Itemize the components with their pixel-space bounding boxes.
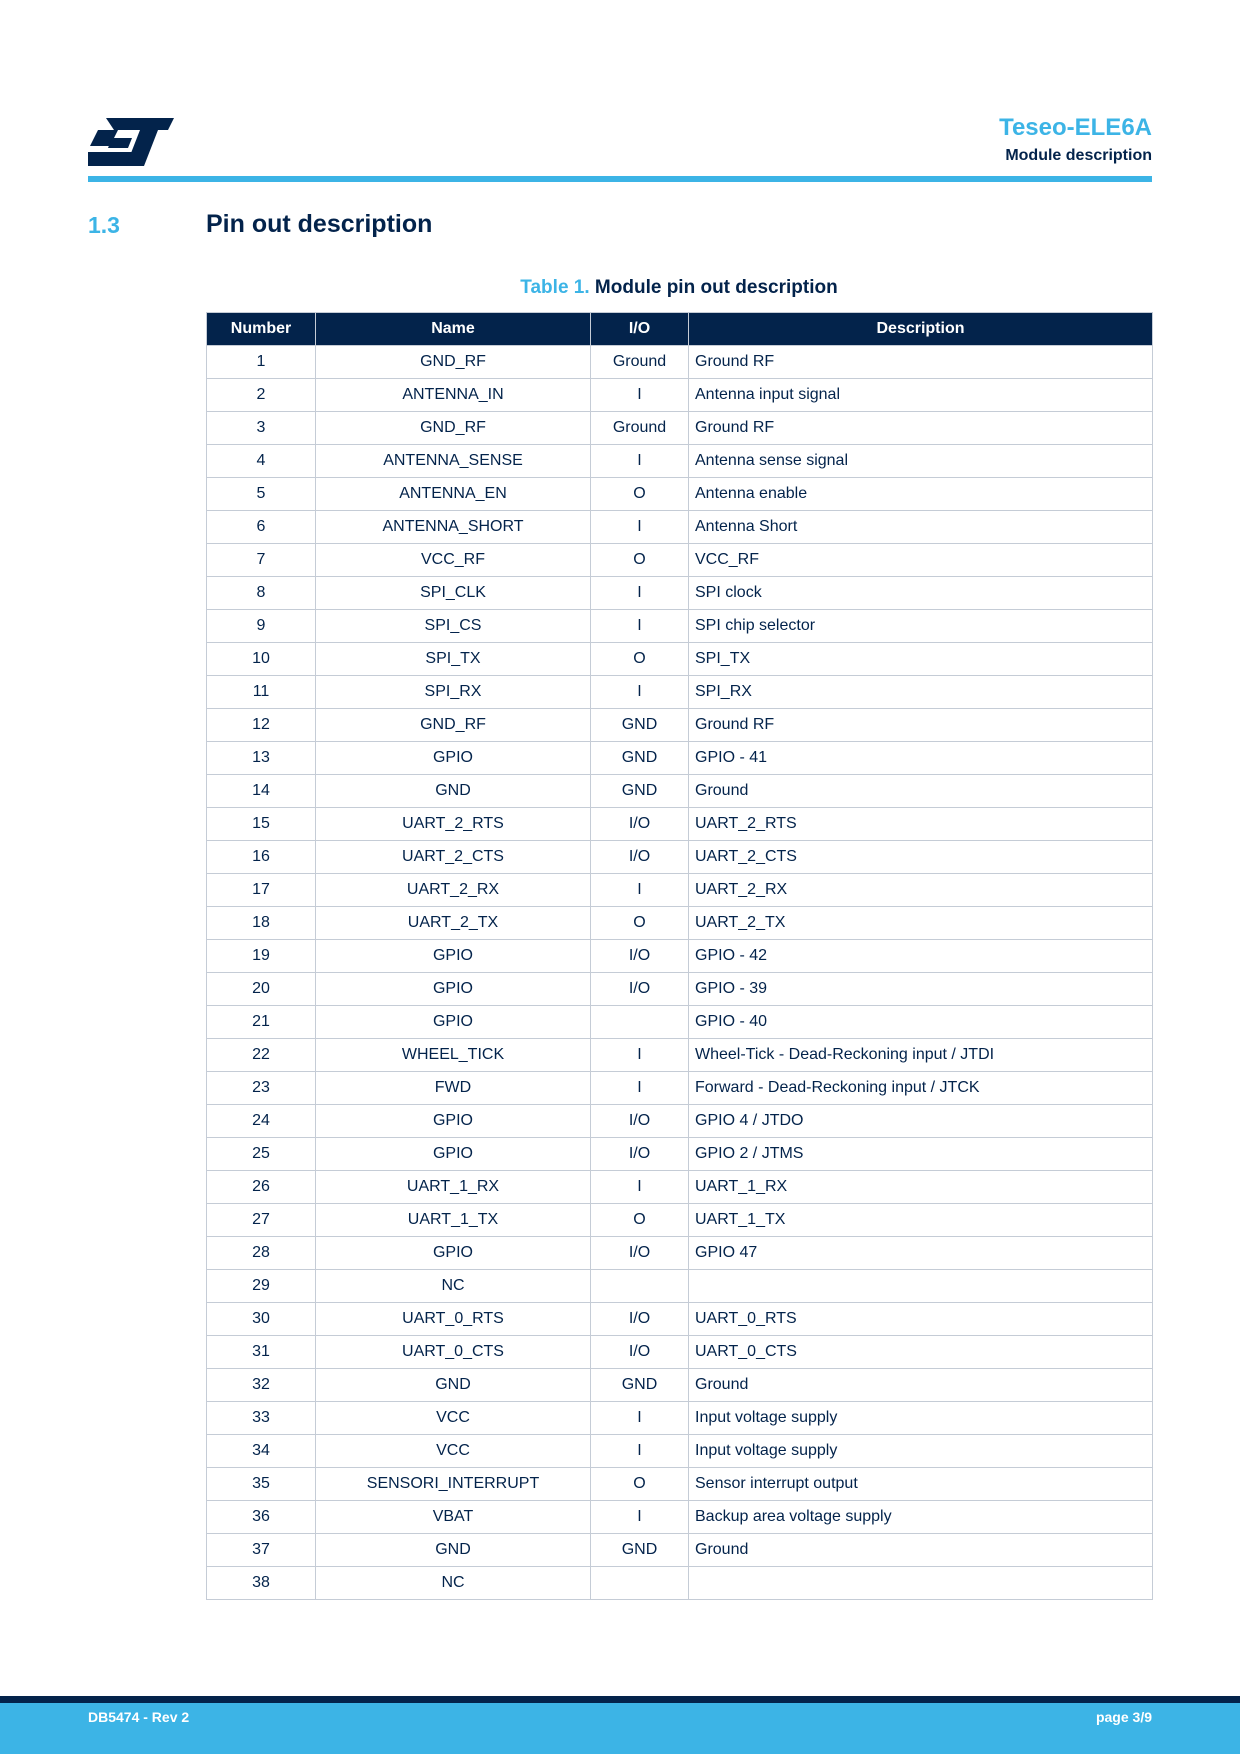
- table-row: [207, 643, 1153, 676]
- pin-io-cell: I: [591, 1171, 689, 1204]
- pin-name-cell: ANTENNA_EN: [316, 478, 591, 511]
- pin-name-cell: GPIO: [316, 1237, 591, 1270]
- pin-io-cell: I/O: [591, 841, 689, 874]
- pin-io-cell: GND: [591, 1369, 689, 1402]
- pin-description-cell: Ground: [689, 775, 1153, 808]
- table-row: [207, 1534, 1153, 1567]
- pin-io-cell: I: [591, 1402, 689, 1435]
- pin-number-cell: 19: [207, 940, 316, 973]
- pin-description-cell: UART_2_RX: [689, 874, 1153, 907]
- pin-number-cell: 24: [207, 1105, 316, 1138]
- pin-number-cell: 34: [207, 1435, 316, 1468]
- table-row: [207, 1402, 1153, 1435]
- pin-number-cell: 14: [207, 775, 316, 808]
- pin-description-cell: GPIO 2 / JTMS: [689, 1138, 1153, 1171]
- pin-description-cell: GPIO - 39: [689, 973, 1153, 1006]
- pin-name-cell: ANTENNA_IN: [316, 379, 591, 412]
- pin-description-cell: [689, 1567, 1153, 1600]
- pin-description-cell: GPIO 4 / JTDO: [689, 1105, 1153, 1138]
- table-row: [207, 1567, 1153, 1600]
- pin-description-cell: SPI_RX: [689, 676, 1153, 709]
- pin-io-cell: I/O: [591, 940, 689, 973]
- pin-name-cell: ANTENNA_SHORT: [316, 511, 591, 544]
- table-row: [207, 940, 1153, 973]
- pin-number-cell: 33: [207, 1402, 316, 1435]
- st-logo: [88, 118, 174, 166]
- pin-description-cell: UART_2_TX: [689, 907, 1153, 940]
- pin-name-cell: ANTENNA_SENSE: [316, 445, 591, 478]
- pin-number-cell: 26: [207, 1171, 316, 1204]
- pin-io-cell: I/O: [591, 1237, 689, 1270]
- table-row: [207, 478, 1153, 511]
- table-row: [207, 346, 1153, 379]
- pin-name-cell: GND_RF: [316, 412, 591, 445]
- pin-number-cell: 12: [207, 709, 316, 742]
- pin-description-cell: [689, 1270, 1153, 1303]
- pin-description-cell: Backup area voltage supply: [689, 1501, 1153, 1534]
- pin-description-cell: UART_0_RTS: [689, 1303, 1153, 1336]
- table-row: [207, 1270, 1153, 1303]
- pin-number-cell: 21: [207, 1006, 316, 1039]
- page-number: page 3/9: [1095, 1709, 1152, 1725]
- pin-number-cell: 5: [207, 478, 316, 511]
- header-section-name: Module description: [1005, 147, 1152, 164]
- table-row: [207, 973, 1153, 1006]
- pin-name-cell: NC: [316, 1567, 591, 1600]
- pin-io-cell: Ground: [591, 412, 689, 445]
- pin-number-cell: 6: [207, 511, 316, 544]
- table-row: [207, 1171, 1153, 1204]
- pin-name-cell: GPIO: [316, 973, 591, 1006]
- pin-number-cell: 3: [207, 412, 316, 445]
- pin-name-cell: SPI_CS: [316, 610, 591, 643]
- pin-description-cell: GPIO 47: [689, 1237, 1153, 1270]
- table-caption-label: Table 1.: [520, 277, 590, 298]
- table-row: [207, 841, 1153, 874]
- table-caption: [206, 277, 1152, 299]
- pin-description-cell: UART_0_CTS: [689, 1336, 1153, 1369]
- pin-io-cell: I/O: [591, 1138, 689, 1171]
- pin-name-cell: GPIO: [316, 1105, 591, 1138]
- footer-divider: [0, 1696, 1240, 1703]
- pin-description-cell: Ground: [689, 1534, 1153, 1567]
- pin-io-cell: [591, 1270, 689, 1303]
- pin-description-cell: Input voltage supply: [689, 1402, 1153, 1435]
- pin-number-cell: 17: [207, 874, 316, 907]
- pin-number-cell: 4: [207, 445, 316, 478]
- pin-number-cell: 10: [207, 643, 316, 676]
- pin-io-cell: [591, 1006, 689, 1039]
- pin-name-cell: VCC: [316, 1402, 591, 1435]
- pin-description-cell: GPIO - 40: [689, 1006, 1153, 1039]
- pin-number-cell: 30: [207, 1303, 316, 1336]
- pin-description-cell: SPI clock: [689, 577, 1153, 610]
- pin-name-cell: SPI_CLK: [316, 577, 591, 610]
- table-row: [207, 577, 1153, 610]
- table-row: [207, 1237, 1153, 1270]
- pin-number-cell: 2: [207, 379, 316, 412]
- table-row: [207, 379, 1153, 412]
- pin-name-cell: UART_0_CTS: [316, 1336, 591, 1369]
- pin-name-cell: GND: [316, 775, 591, 808]
- table-row: [207, 676, 1153, 709]
- pin-io-cell: O: [591, 907, 689, 940]
- table-row: [207, 1039, 1153, 1072]
- pin-name-cell: UART_2_RTS: [316, 808, 591, 841]
- pin-description-cell: Antenna sense signal: [689, 445, 1153, 478]
- product-name: Teseo-ELE6A: [999, 114, 1152, 141]
- pin-io-cell: I: [591, 610, 689, 643]
- pin-name-cell: SPI_RX: [316, 676, 591, 709]
- pin-number-cell: 29: [207, 1270, 316, 1303]
- pin-name-cell: GPIO: [316, 1006, 591, 1039]
- pin-number-cell: 37: [207, 1534, 316, 1567]
- table-row: [207, 1006, 1153, 1039]
- pin-io-cell: GND: [591, 1534, 689, 1567]
- pin-description-cell: Ground RF: [689, 412, 1153, 445]
- pin-io-cell: I: [591, 1435, 689, 1468]
- pin-name-cell: VCC_RF: [316, 544, 591, 577]
- column-header-io: I/O: [591, 313, 689, 346]
- pin-io-cell: I/O: [591, 1336, 689, 1369]
- pin-description-cell: Sensor interrupt output: [689, 1468, 1153, 1501]
- pin-number-cell: 27: [207, 1204, 316, 1237]
- pin-description-cell: Ground: [689, 1369, 1153, 1402]
- document-header: [999, 114, 1152, 165]
- pin-io-cell: I: [591, 1501, 689, 1534]
- pin-name-cell: UART_1_RX: [316, 1171, 591, 1204]
- pin-io-cell: I: [591, 1039, 689, 1072]
- table-row: [207, 511, 1153, 544]
- pin-number-cell: 32: [207, 1369, 316, 1402]
- pin-number-cell: 9: [207, 610, 316, 643]
- pin-io-cell: I: [591, 676, 689, 709]
- pin-description-cell: Antenna enable: [689, 478, 1153, 511]
- pin-io-cell: I/O: [591, 808, 689, 841]
- pin-name-cell: GND: [316, 1369, 591, 1402]
- pin-name-cell: FWD: [316, 1072, 591, 1105]
- pin-description-cell: UART_1_TX: [689, 1204, 1153, 1237]
- pin-name-cell: GND_RF: [316, 709, 591, 742]
- pin-table: [206, 312, 1153, 1600]
- table-row: [207, 907, 1153, 940]
- pin-number-cell: 31: [207, 1336, 316, 1369]
- column-header-description: Description: [689, 313, 1153, 346]
- pin-number-cell: 22: [207, 1039, 316, 1072]
- table-header-row: [207, 313, 1153, 346]
- pin-description-cell: GPIO - 41: [689, 742, 1153, 775]
- table-row: [207, 742, 1153, 775]
- pin-io-cell: I/O: [591, 973, 689, 1006]
- pin-number-cell: 28: [207, 1237, 316, 1270]
- pin-io-cell: O: [591, 478, 689, 511]
- table-row: [207, 874, 1153, 907]
- table-row: [207, 1435, 1153, 1468]
- section-title: Pin out description: [206, 210, 433, 238]
- pin-description-cell: Antenna input signal: [689, 379, 1153, 412]
- pin-name-cell: NC: [316, 1270, 591, 1303]
- pin-description-cell: Antenna Short: [689, 511, 1153, 544]
- pin-io-cell: I: [591, 874, 689, 907]
- table-row: [207, 412, 1153, 445]
- header-divider: [88, 176, 1152, 182]
- pin-description-cell: VCC_RF: [689, 544, 1153, 577]
- pin-number-cell: 13: [207, 742, 316, 775]
- pin-number-cell: 25: [207, 1138, 316, 1171]
- table-row: [207, 1105, 1153, 1138]
- table-row: [207, 610, 1153, 643]
- table-row: [207, 775, 1153, 808]
- table-row: [207, 1138, 1153, 1171]
- table-row: [207, 1501, 1153, 1534]
- pin-io-cell: O: [591, 1204, 689, 1237]
- pin-name-cell: GPIO: [316, 742, 591, 775]
- table-row: [207, 1204, 1153, 1237]
- pin-description-cell: UART_1_RX: [689, 1171, 1153, 1204]
- pin-description-cell: Ground RF: [689, 346, 1153, 379]
- pin-io-cell: GND: [591, 709, 689, 742]
- pin-io-cell: I: [591, 511, 689, 544]
- pin-number-cell: 20: [207, 973, 316, 1006]
- pin-description-cell: UART_2_CTS: [689, 841, 1153, 874]
- table-row: [207, 544, 1153, 577]
- pin-number-cell: 7: [207, 544, 316, 577]
- pin-number-cell: 18: [207, 907, 316, 940]
- pin-name-cell: UART_2_CTS: [316, 841, 591, 874]
- pin-number-cell: 23: [207, 1072, 316, 1105]
- pin-io-cell: [591, 1567, 689, 1600]
- pin-description-cell: Input voltage supply: [689, 1435, 1153, 1468]
- pin-name-cell: VCC: [316, 1435, 591, 1468]
- column-header-number: Number: [207, 313, 316, 346]
- document-id: DB5474 - Rev 2: [88, 1709, 190, 1725]
- pin-io-cell: GND: [591, 742, 689, 775]
- pin-number-cell: 15: [207, 808, 316, 841]
- table-row: [207, 1072, 1153, 1105]
- pin-number-cell: 36: [207, 1501, 316, 1534]
- table-row: [207, 808, 1153, 841]
- table-row: [207, 445, 1153, 478]
- pin-description-cell: Forward - Dead-Reckoning input / JTCK: [689, 1072, 1153, 1105]
- pin-number-cell: 8: [207, 577, 316, 610]
- table-row: [207, 1303, 1153, 1336]
- pin-io-cell: O: [591, 1468, 689, 1501]
- pin-name-cell: GND: [316, 1534, 591, 1567]
- table-caption-text: Module pin out description: [594, 277, 838, 298]
- pin-io-cell: I/O: [591, 1303, 689, 1336]
- pin-io-cell: O: [591, 643, 689, 676]
- pin-description-cell: UART_2_RTS: [689, 808, 1153, 841]
- pin-number-cell: 11: [207, 676, 316, 709]
- pin-io-cell: GND: [591, 775, 689, 808]
- pin-number-cell: 16: [207, 841, 316, 874]
- pin-description-cell: SPI_TX: [689, 643, 1153, 676]
- pin-name-cell: VBAT: [316, 1501, 591, 1534]
- section-number: 1.3: [88, 212, 120, 238]
- table-row: [207, 1369, 1153, 1402]
- pin-io-cell: I: [591, 379, 689, 412]
- pin-description-cell: SPI chip selector: [689, 610, 1153, 643]
- pin-io-cell: I: [591, 1072, 689, 1105]
- pin-name-cell: UART_1_TX: [316, 1204, 591, 1237]
- pin-number-cell: 1: [207, 346, 316, 379]
- pin-name-cell: GPIO: [316, 940, 591, 973]
- pin-description-cell: Ground RF: [689, 709, 1153, 742]
- pin-io-cell: I: [591, 577, 689, 610]
- pin-io-cell: I/O: [591, 1105, 689, 1138]
- pin-io-cell: O: [591, 544, 689, 577]
- pin-name-cell: WHEEL_TICK: [316, 1039, 591, 1072]
- pin-name-cell: SENSORI_INTERRUPT: [316, 1468, 591, 1501]
- table-row: [207, 1336, 1153, 1369]
- pin-number-cell: 35: [207, 1468, 316, 1501]
- pin-name-cell: GND_RF: [316, 346, 591, 379]
- pin-io-cell: Ground: [591, 346, 689, 379]
- pin-name-cell: UART_2_RX: [316, 874, 591, 907]
- pin-name-cell: SPI_TX: [316, 643, 591, 676]
- table-row: [207, 709, 1153, 742]
- table-row: [207, 1468, 1153, 1501]
- pin-io-cell: I: [591, 445, 689, 478]
- column-header-name: Name: [316, 313, 591, 346]
- pin-name-cell: UART_2_TX: [316, 907, 591, 940]
- pin-number-cell: 38: [207, 1567, 316, 1600]
- pin-description-cell: GPIO - 42: [689, 940, 1153, 973]
- pin-name-cell: UART_0_RTS: [316, 1303, 591, 1336]
- pin-name-cell: GPIO: [316, 1138, 591, 1171]
- pin-description-cell: Wheel-Tick - Dead-Reckoning input / JTDI: [689, 1039, 1153, 1072]
